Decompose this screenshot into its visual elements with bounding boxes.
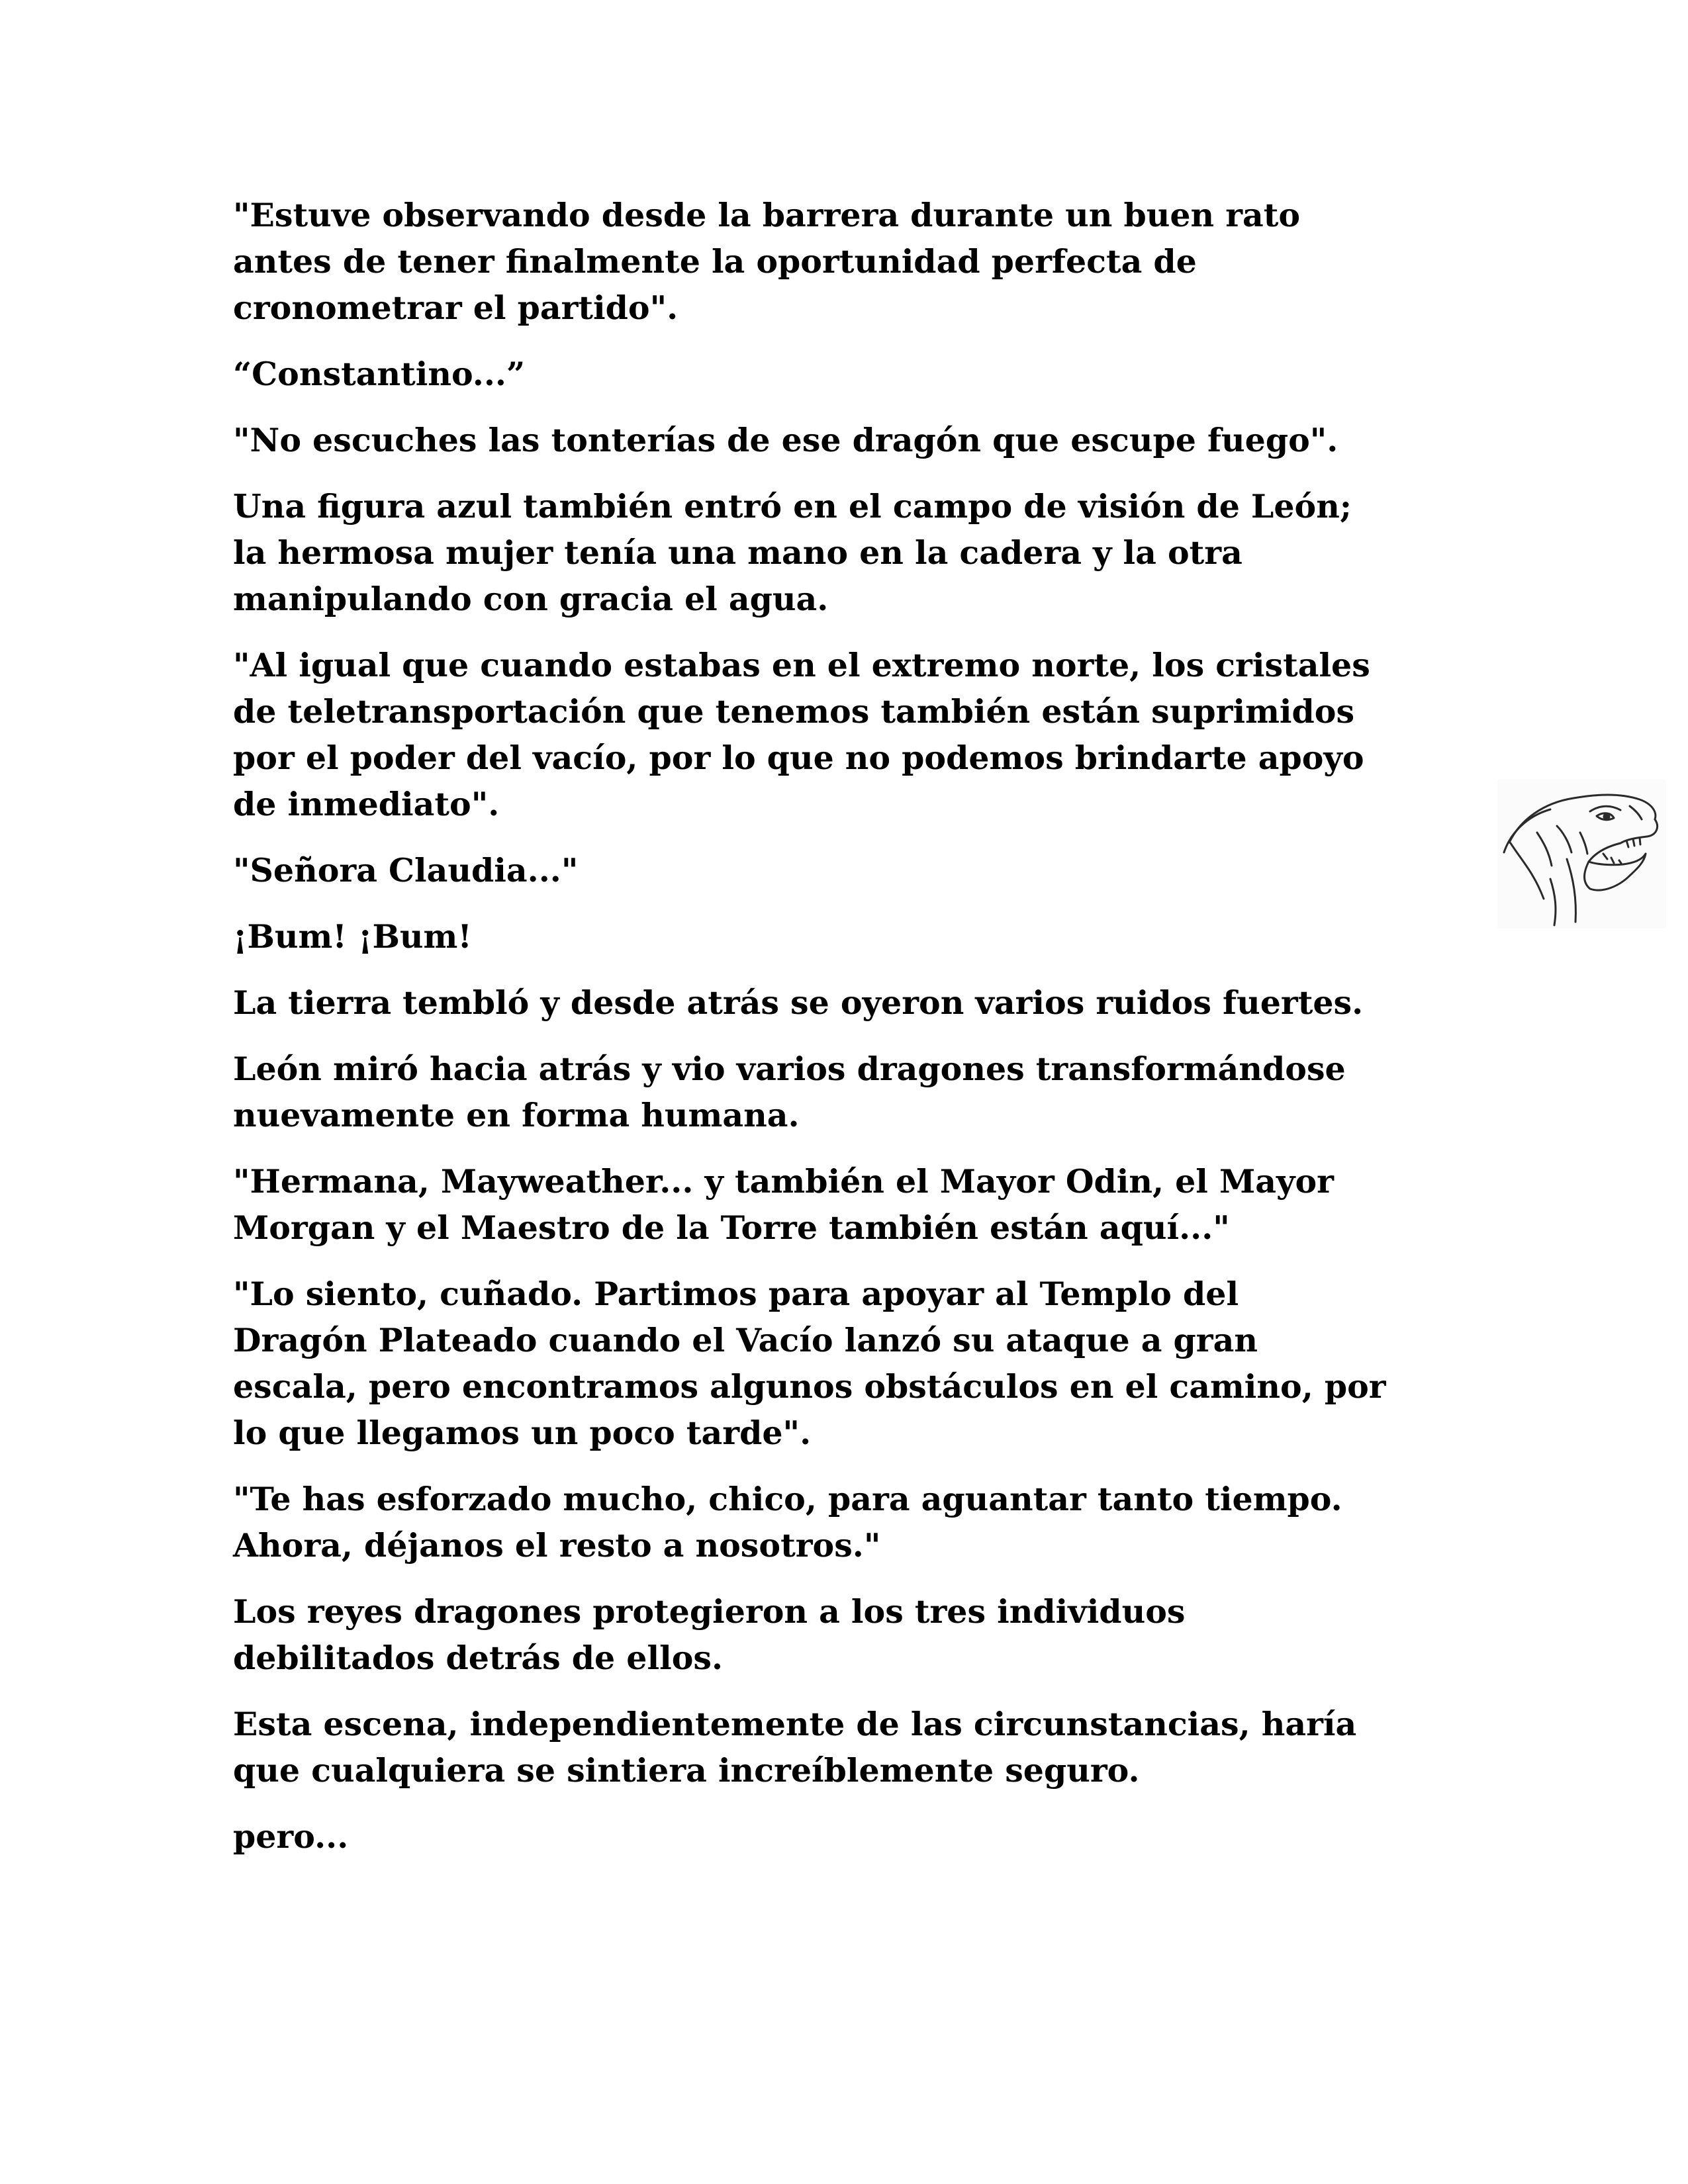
paragraph xyxy=(233,483,1477,622)
body-text xyxy=(233,192,1477,1880)
text-line: pero... xyxy=(233,1817,349,1856)
text-line: La tierra tembló y desde atrás se oyeron varios ruidos fuertes. xyxy=(233,983,1364,1022)
paragraph xyxy=(233,1046,1477,1138)
paragraph xyxy=(233,1813,1477,1860)
text-line: "Te has esforzado mucho, chico, para aguantar tanto tiempo. xyxy=(233,1480,1342,1518)
text-line: Los reyes dragones protegieron a los tres individuos xyxy=(233,1592,1186,1631)
paragraph xyxy=(233,417,1477,463)
paragraph xyxy=(233,847,1477,893)
paragraph xyxy=(233,192,1477,331)
text-line: que cualquiera se sintiera increíblemente seguro. xyxy=(233,1751,1140,1790)
dinosaur-logo-icon xyxy=(1497,780,1666,929)
text-line: “Constantino...” xyxy=(233,355,526,393)
text-line: de teletransportación que tenemos también están suprimidos xyxy=(233,692,1355,731)
text-line: Morgan y el Maestro de la Torre también están aquí..." xyxy=(233,1208,1230,1247)
text-line: Una figura azul también entró en el campo de visión de León; xyxy=(233,487,1352,525)
text-line: por el poder del vacío, por lo que no podemos brindarte apoyo xyxy=(233,739,1364,777)
text-line: "Al igual que cuando estabas en el extremo norte, los cristales xyxy=(233,646,1370,684)
text-line: escala, pero encontramos algunos obstáculos en el camino, por xyxy=(233,1367,1386,1406)
paragraph xyxy=(233,1271,1477,1456)
text-line: de inmediato". xyxy=(233,785,500,823)
paragraph xyxy=(233,1588,1477,1681)
text-line: la hermosa mujer tenía una mano en la cadera y la otra xyxy=(233,533,1243,572)
text-line: Dragón Plateado cuando el Vacío lanzó su ataque a gran xyxy=(233,1321,1258,1359)
paragraph xyxy=(233,642,1477,827)
paragraph xyxy=(233,351,1477,397)
text-line: nuevamente en forma humana. xyxy=(233,1096,800,1134)
text-line: Ahora, déjanos el resto a nosotros." xyxy=(233,1526,881,1565)
text-line: debilitados detrás de ellos. xyxy=(233,1639,724,1677)
paragraph xyxy=(233,1701,1477,1794)
paragraph xyxy=(233,913,1477,960)
paragraph xyxy=(233,1158,1477,1251)
text-line: "Lo siento, cuñado. Partimos para apoyar al Templo del xyxy=(233,1275,1239,1313)
text-line: "No escuches las tonterías de ese dragón que escupe fuego". xyxy=(233,421,1338,459)
text-line: León miró hacia atrás y vio varios dragones transformándose xyxy=(233,1050,1346,1088)
paragraph xyxy=(233,1476,1477,1569)
text-line: manipulando con gracia el agua. xyxy=(233,580,829,618)
text-line: ¡Bum! ¡Bum! xyxy=(233,917,472,956)
text-line: "Hermana, Mayweather... y también el Mayor Odin, el Mayor xyxy=(233,1162,1334,1201)
text-line: cronometrar el partido". xyxy=(233,289,679,327)
text-line: lo que llegamos un poco tarde". xyxy=(233,1414,812,1452)
text-line: "Estuve observando desde la barrera durante un buen rato xyxy=(233,196,1301,234)
paragraph xyxy=(233,979,1477,1026)
text-line: "Señora Claudia..." xyxy=(233,851,579,889)
text-line: Esta escena, independientemente de las circunstancias, haría xyxy=(233,1705,1357,1743)
text-line: antes de tener finalmente la oportunidad perfecta de xyxy=(233,242,1197,281)
